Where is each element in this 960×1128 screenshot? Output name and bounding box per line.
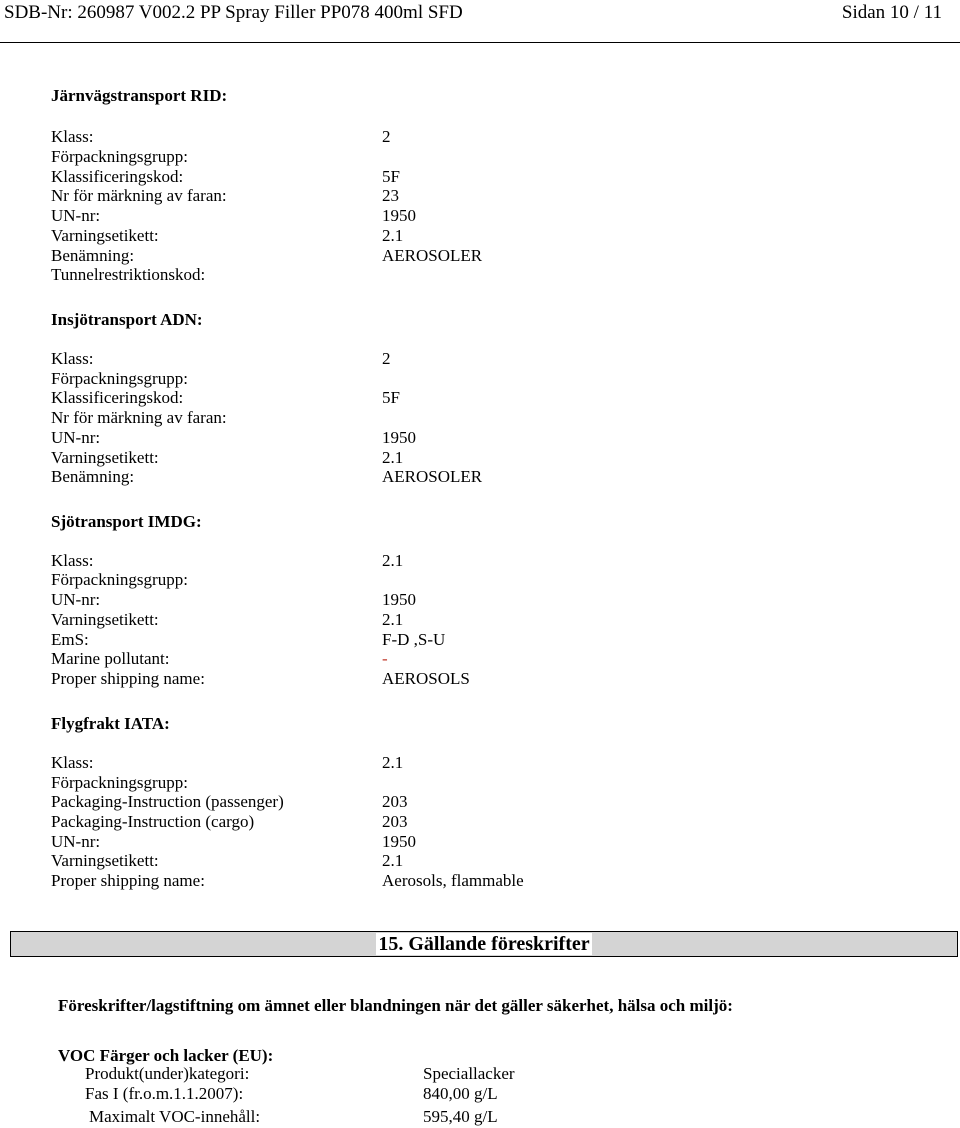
voc-row: [0, 1107, 960, 1127]
voc-row: [0, 1064, 960, 1084]
regulations-heading: Föreskrifter/lagstiftning om ämnet eller blandningen när det gäller säkerhet, hälsa och miljö:: [58, 996, 733, 1015]
row-value: 2.1: [382, 851, 404, 870]
row-value: 1950: [382, 832, 416, 851]
row-value: 5F: [382, 388, 400, 407]
page-number: Sidan 10 / 11: [841, 2, 942, 23]
row-label: EmS:: [51, 630, 89, 649]
row-label: Nr för märkning av faran:: [51, 408, 227, 427]
row-value: 23: [382, 186, 399, 205]
voc-row: [0, 1084, 960, 1104]
row-label: Klassificeringskod:: [51, 388, 184, 407]
row-label: Varningsetikett:: [51, 226, 159, 245]
row-label: Tunnelrestriktionskod:: [51, 265, 206, 284]
voc-value: 840,00 g/L: [423, 1084, 498, 1103]
row-label: UN-nr:: [51, 590, 101, 609]
row-label: UN-nr:: [51, 428, 101, 447]
row-label: Proper shipping name:: [51, 669, 205, 688]
row-label: Förpackningsgrupp:: [51, 773, 188, 792]
row-value: 5F: [382, 167, 400, 186]
row-value: 203: [382, 792, 408, 811]
row-label: Förpackningsgrupp:: [51, 570, 188, 589]
imdg-title: Sjötransport IMDG:: [51, 512, 202, 531]
voc-value: 595,40 g/L: [423, 1107, 498, 1126]
row-label: Klass:: [51, 753, 94, 772]
row-value: AEROSOLS: [382, 669, 470, 688]
voc-heading: VOC Färger och lacker (EU):: [58, 1046, 274, 1065]
row-label: Klass:: [51, 349, 94, 368]
row-label: Benämning:: [51, 246, 135, 265]
row-value: 1950: [382, 428, 416, 447]
voc-label: Fas I (fr.o.m.1.1.2007):: [85, 1084, 244, 1103]
row-label: Marine pollutant:: [51, 649, 170, 668]
row-value: AEROSOLER: [382, 246, 483, 265]
row-value: 2.1: [382, 226, 404, 245]
row-label: Packaging-Instruction (cargo): [51, 812, 255, 831]
voc-label: Produkt(under)kategori:: [85, 1064, 250, 1083]
row-label: Klassificeringskod:: [51, 167, 184, 186]
voc-label: Maximalt VOC-innehåll:: [89, 1107, 261, 1126]
page-header: [4, 2, 956, 26]
row-label: Förpackningsgrupp:: [51, 147, 188, 166]
row-value: -: [382, 649, 388, 668]
row-label: UN-nr:: [51, 206, 101, 225]
row-value: 2: [382, 349, 391, 368]
row-label: Varningsetikett:: [51, 448, 159, 467]
rid-title: Järnvägstransport RID:: [51, 86, 228, 105]
row-label: Förpackningsgrupp:: [51, 369, 188, 388]
document-id: SDB-Nr: 260987 V002.2 PP Spray Filler PP078 400ml SFD: [4, 2, 463, 23]
row-label: Varningsetikett:: [51, 851, 159, 870]
header-divider: [0, 42, 960, 43]
row-label: Varningsetikett:: [51, 610, 159, 629]
iata-title: Flygfrakt IATA:: [51, 714, 170, 733]
row-value: Aerosols, flammable: [382, 871, 524, 890]
row-label: Proper shipping name:: [51, 871, 205, 890]
row-value: 2.1: [382, 448, 404, 467]
row-value: AEROSOLER: [382, 467, 483, 486]
row-label: UN-nr:: [51, 832, 101, 851]
row-value: 2.1: [382, 753, 404, 772]
row-value: 1950: [382, 206, 416, 225]
section-15-banner: [10, 931, 958, 957]
section-15-title: 15. Gällande föreskrifter: [378, 933, 590, 955]
row-label: Benämning:: [51, 467, 135, 486]
row-value: 1950: [382, 590, 416, 609]
row-label: Packaging-Instruction (passenger): [51, 792, 284, 811]
row-label: Nr för märkning av faran:: [51, 186, 227, 205]
voc-value: Speciallacker: [423, 1064, 515, 1083]
row-value: 2.1: [382, 551, 404, 570]
row-value: 2.1: [382, 610, 404, 629]
adn-title: Insjötransport ADN:: [51, 310, 203, 329]
row-label: Klass:: [51, 551, 94, 570]
row-value: F-D ,S-U: [382, 630, 446, 649]
row-label: Klass:: [51, 127, 94, 146]
row-value: 203: [382, 812, 408, 831]
row-value: 2: [382, 127, 391, 146]
